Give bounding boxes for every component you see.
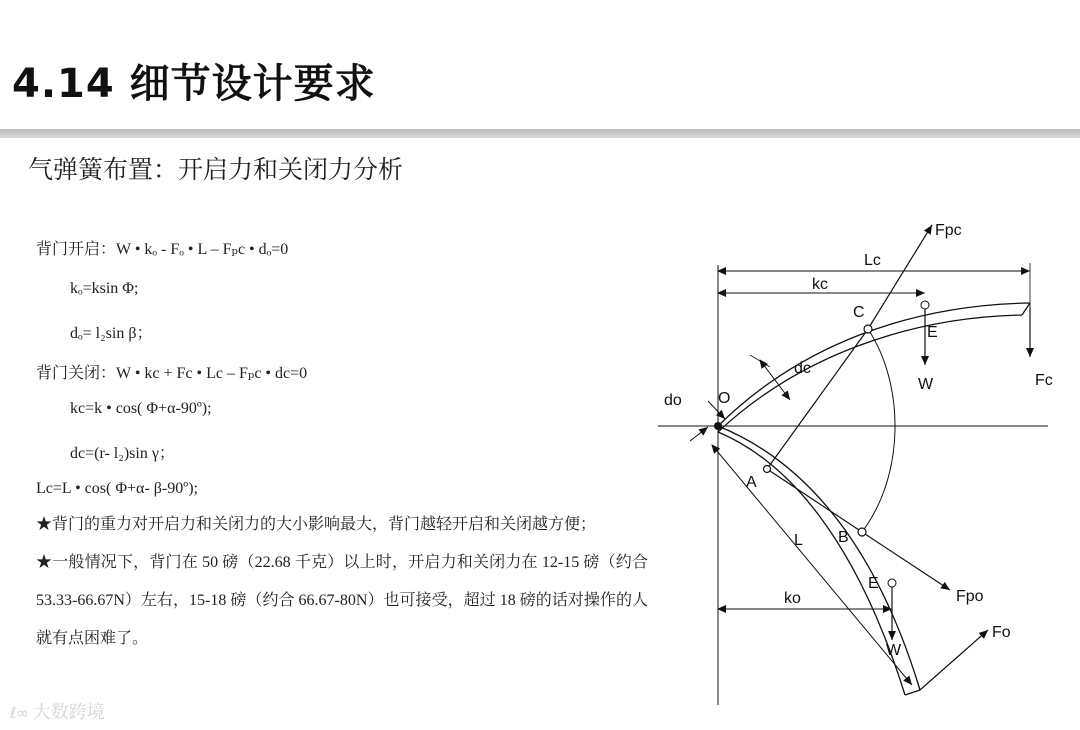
point-a xyxy=(764,466,771,473)
door-open-end xyxy=(905,690,920,695)
label-lc: Lc xyxy=(864,252,881,269)
label-c: C xyxy=(853,304,865,321)
open-equation: 背门开启：W • kₒ - Fₒ • L – Fₚc • dₒ=0 xyxy=(36,241,289,258)
swing-arc xyxy=(862,329,895,532)
label-a: A xyxy=(746,474,757,491)
door-closed-end xyxy=(1022,303,1030,315)
do-equation: dₒ= l₂sin β； xyxy=(70,325,153,342)
lc-equation: Lc=L • cos( Φ+α- β-90º); xyxy=(36,480,198,497)
fo-force xyxy=(920,630,988,690)
label-kc: kc xyxy=(812,276,828,293)
label-e-top: E xyxy=(927,324,938,341)
label-ko: ko xyxy=(784,590,801,607)
ko-equation: kₒ=ksin Φ; xyxy=(70,280,139,297)
label-fc: Fc xyxy=(1035,372,1053,389)
label-w-top: W xyxy=(918,376,934,393)
pivot-point-o xyxy=(714,422,722,430)
watermark xyxy=(10,698,105,724)
label-b: B xyxy=(838,529,849,546)
label-fpc: Fpc xyxy=(935,222,962,239)
door-open-inner xyxy=(718,432,905,695)
label-o: O xyxy=(718,390,731,407)
gas-spring-closed xyxy=(767,329,868,469)
title-divider xyxy=(0,129,1080,138)
kc-equation: kc=k • cos( Φ+α-90º); xyxy=(70,400,212,417)
label-dc: dc xyxy=(794,360,811,377)
close-equation: 背门关闭：W • kc + Fc • Lc – Fₚc • dc=0 xyxy=(36,365,308,382)
point-b xyxy=(858,528,866,536)
label-fo: Fo xyxy=(992,624,1011,641)
page-title: 4.14 细节设计要求 xyxy=(12,61,376,107)
label-l: L xyxy=(794,532,803,549)
label-fpo: Fpo xyxy=(956,588,984,605)
watermark-logo-icon: ℓ∞ xyxy=(10,704,29,722)
watermark-text: 大数跨境 xyxy=(32,702,105,723)
note-gravity: ★背门的重力对开启力和关闭力的大小影响最大，背门越轻开启和关闭越方便； xyxy=(36,516,597,533)
label-e-bottom: E xyxy=(868,575,879,592)
note-force-range: ★一般情况下，背门在 50 磅（22.68 千克）以上时，开启力和关闭力在 12-15 磅（约合 53.33-66.67N）左右，15-18 磅（约合 66.67-80N）也可接受，超过 18 磅的话对操作的人就有点困难了。 xyxy=(36,554,648,647)
gas-spring-diagram xyxy=(650,205,1080,710)
fpc-force-line xyxy=(868,225,932,329)
door-closed-outer xyxy=(718,303,1030,426)
dc-equation: dc=(r- l₂)sin γ； xyxy=(70,445,175,462)
page-subtitle: 气弹簧布置：开启力和关闭力分析 xyxy=(28,155,404,184)
label-w-bottom: W xyxy=(886,642,902,659)
gas-spring-open xyxy=(767,469,862,532)
l-dimension xyxy=(712,445,912,685)
label-do: do xyxy=(664,392,682,409)
point-c xyxy=(864,325,872,333)
